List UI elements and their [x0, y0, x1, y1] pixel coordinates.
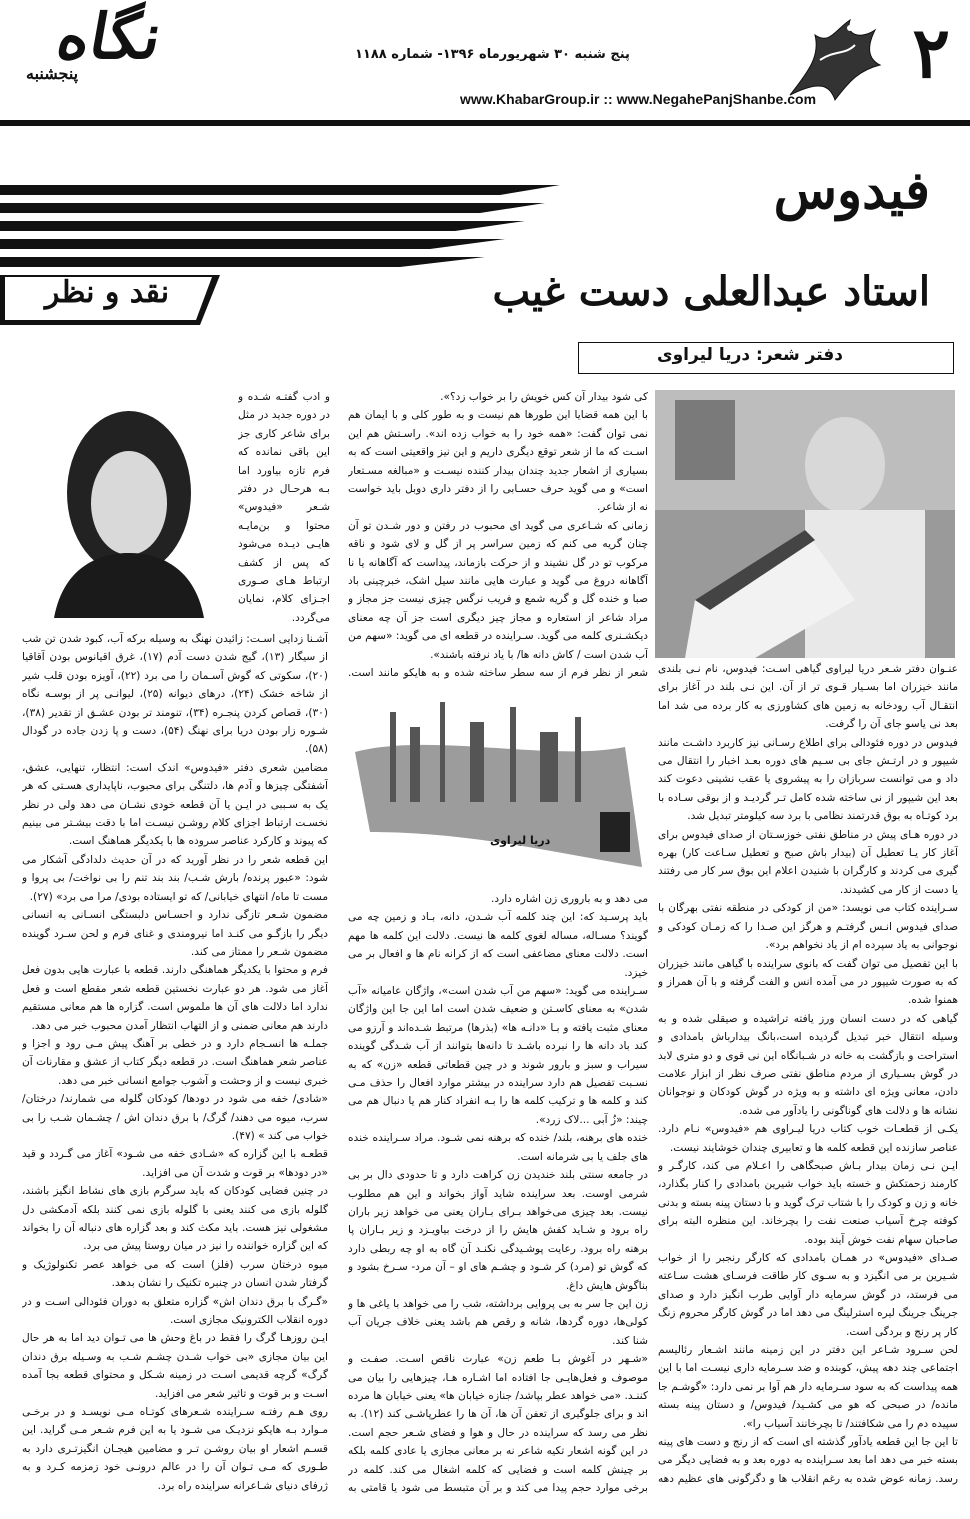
- paragraph: در چنین فضایی کودکان که باید سرگرم بازی های نشاط انگیز باشند، گلوله بازی می کنند یعنی با گلوله بازی نمی کنند بلکه آدمکشی دل مشغولی نیز هست. باید مکث کند و بعد گزاره های دنباله آن را بخواند که این گزاره خواننده را نیز در میان روستا پیش می برد.: [22, 1185, 328, 1253]
- paragraph: زن این جا سر به بی پروایی برداشته، شب را می خواهد با یاغی ها و کولی‌ها، دوره گردها، شانه و رقص هم باشد یعنی خلاف جریان آب شنا کند.: [348, 1297, 648, 1347]
- article-subhead: استاد عبدالعلی دست غیب: [492, 268, 930, 315]
- portrait-photo-man: [655, 390, 955, 658]
- paragraph: در دوره هـای پیش در مناطق نفتی خوزسـتان از صدای فیدوس برای آغاز کار یـا تعطیل آن (بیدار باش صبح و تعطیل سـاعت کار) بهره گیری می کردند و کارگران با شنیدن اعلام این بوق سر کار می رفتند یا دست از کار می کشیدند.: [658, 828, 958, 896]
- paragraph: «شادی/ خفه می شود در دودها/ کودکان گلوله می شمارند/ درختان/ سرب، میوه می دهند/ گرگ/ با برق دندان اش / چشـمان شـب را بی خواب می کند » (۴۷).: [22, 1093, 328, 1142]
- paragraph: تا این جا این قطعه یادآور گذشته ای است که از رنج و دست های پینه بسته خبر می دهد اما بعد سـراینده به دوره بعد و به فضایی دیگر می رسد. زمانه عوض شده به رغم انقلاب ها و دگرگونی های عظیم دهه: [658, 1436, 958, 1485]
- paragraph: قطعـه با این گزاره که «شـادی خفه می شـود» آغاز می گـردد و قید «در دودها» بر قوت و شدت آن می افزاید.: [22, 1148, 328, 1179]
- paragraph: فرم و محتوا با یکدیگر هماهنگی دارند. قطعه با عبارت هایی بدون فعل آغاز می شود. هر دو عبارت نخستین قطعه شعر مقطع است و فعل ندارد اما دلالت های آن ها ملموس است. گزاره ها هم معانی مستقیم دارند هم معانی ضمنی و از التهاب انتظار آمدن محبوب خبر می دهد.: [22, 964, 328, 1032]
- paragraph: با این همه قضایا این طورها هم نیست و به طور کلی و با ایمان هم نمی توان گفت: «همه خود را به خواب زده اند». راسـتش هم این اسـت که ما از شعر توقع دیگری داریم و این نیز واقعیتی است که به بسیاری از اشعار جدید چندان بیدار کننده نیسـت و «مبالغه مسـتعار است» و می گوید حرف حسـابی را از دفتر داری دوبل باید خواست نه از شاعر.: [348, 409, 648, 514]
- paragraph: «شـهر در آغوش بـا طعم زن» عبارت ناقص اسـت. صفـت و موصوف و فعل‌هایـی جا افتاده اما اشـاره هـا، چیزهایی را بیان می کننـد. «می خواهد عطر بپاشد/ جنازه خیابان ها» یعنی خیابان ها مرده اند و برای جلوگیری از تعفن آن ها، آن ها را عطرپاشـی کند (۱۲). به نظر می رسد که سراینده در حال و هوا و فضای شـعر حجم است. در این گونه اشعار تکیه شاعر نه بر معانی مجازی یا عادی کلمه بلکه بر چینش کلمه است و فضایی که کلمه اشغال می کند. کلمه در برخی موارد حجم پیدا می کند و بر آن متبسط می شود یا قامتی به: [348, 1353, 648, 1494]
- paragraph: میوه درختان سرب (فلز) است که می خواهد عصر تکنولوژیک و گرفتار شدن انسان در چنبره تکنیک را نشان بدهد.: [22, 1258, 328, 1290]
- article-headline: فیدوس: [773, 160, 930, 221]
- illustration-horn-refinery: [350, 692, 648, 877]
- paragraph: با این تفصیل می توان گفت که بانوی سراینده با گیاهی مانند خیزران که به صورت شیپور در می آمده انس و الفت گرفته و با آن همراز و همنوا شده.: [658, 957, 958, 1007]
- paragraph: مضمون شـعر تازگی ندارد و احسـاس دلبستگی انسـانی به انسانی دیگر را بازگـو می کنـد اما نیرومندی و غنای فرم و لحن سـرد گوینده مضمون شـعر را ممتاز می کند.: [22, 909, 328, 958]
- website-line: www.KhabarGroup.ir :: www.NegahePanjShanbe.com: [460, 91, 817, 107]
- column-middle-bottom: [348, 890, 648, 1495]
- paragraph: گیاهی که در دست انسان ورز یافته تراشیده و صیقلی شده و به وسیله انتقال خبر تبدیل گردیده است،بانگ بیدارباش بامدادی و استراحت و بازگشت به خانه در شـبانگاه این نی قوی و دو متری لابد در گوش بسـیاری از مردم مناطق نفتی صرف نظر از ابزار علامت دادن، معانی ویژه ای داشته و به ویژه در گوش کودکان و نوجوانان نشانه ها و دلالت های گوناگونی را یادآور می شده.: [658, 1012, 958, 1117]
- paragraph: ایـن روزهـا گرگ را فقط در باغ وحش ها می تـوان دید اما به هر حال این بیان مجازی «بی خواب شـدن چشـم شـب به وسـیله برق دندان گرگ» گرچه قدیمی اسـت در زمینه شـکل و محتوای قطعه بجا آمده اسـت و بر قوت و تاثیر شعر می افزاید.: [22, 1332, 328, 1400]
- paragraph: می دهد و به باروری زن اشاره دارد.: [491, 893, 648, 905]
- paragraph: سـراینده کتاب می نویسد: «من از کودکی در منطقه نفتی بهرگان با صدای فیدوس انـس گرفتـم و هرگز این صـدا را که زمـان کودکی و نوجوانی به یاد سپرده ام از یاد نخواهم برد».: [658, 902, 958, 952]
- paragraph: یکـی از قطعـات خوب کتاب دریا لیـراوی هم «فیدوس» نـام دارد. عناصر سازنده این قطعه کلمه ها و تعابیری چندان خوشایند نیست.: [658, 1123, 958, 1154]
- page-number: ۲: [912, 11, 950, 94]
- paragraph: و ادب گفتـه شـده و در دوره جدید در مثل برای شاعر کاری جز این باقی نمانده که فرم تازه بیاورد اما بـه هرحـال در دفتر شـعر «فیدوس» محتوا و بن‌مایـه هایـی دیـده می‌شود که پس از کشف ارتباط هـای صـوری اجـزای کلام، نمایان می‌گردد.: [238, 391, 330, 624]
- issue-date-line: پنج شنبه ۳۰ شهریورماه ۱۳۹۶- شماره ۱۱۸۸: [355, 47, 630, 62]
- logo-subtitle: پنجشنبه: [26, 64, 79, 83]
- paragraph: زمانی که شـاعری می گوید ای محبوب در رفتن و دور شـدن تو آن چنان گریه می کنم که زمین سراسر پر از گل و لای شود و ناقه مرکوب تو در گل نشیند و از حرکت بازماند، پیداست که آگاهانه یا نا آگاهانه دروغ می گوید و عبارت هایی مانند سیل اشک، خبرچینی باد صبا و خنده گل و گریه شمع و فریب نرگس چیزی نیست جز مجاز و مراد شاعر از استعاره و مجاز چیز دیگری است جز آن چه معنای دیکشـنری کلمه می گوید. سـراینده در قطعه ای می گوید: «سهم من آب شدن است / کاش دانه ها/ با یاد نرفته باشند».: [348, 519, 648, 661]
- paragraph: مضامین شعری دفتر «فیدوس» اندک است: انتظار، تنهایی، عشق، آشفتگی چیزها و آدم ها، دلتنگی برای محبوب، ناپایداری هسـتی که هر یک به سـببی در ایـن یا آن قطعه خودی نشـان می دهد ولی در نظر نخسـت ارتباط اجزای کلام روشـن نیسـت اما با دقت بیشـتر می بینیم که پیوند و کارکرد عناصر سروده ها با یکدیگر هماهنگ است.: [22, 761, 328, 848]
- paragraph: شعر از نظر فرم از سه سطر ساخته شده و به هایکو مانند است.: [348, 667, 648, 680]
- paragraph: در جامعه سنتی بلند خندیدن زن کراهت دارد و تا حدودی دال بر بی شرمی اوست. بعد سراینده شاید آواز بخواند و این هم مطلوب نیست. بعد چیزی می‌خواهد بـرای بـاران یعنی می خواهد زیر باران راه برود و شـاید کفش هایش را از درخت بیاویـزد و زیر بـاران پا برهنه راه برود. رعایت پوشـیدگی نکنـد آن گاه به او چه ربطی دارد که گوش تو (مرد) کر شـود و چشـم های او – آن مرد- سـرخ بشود و بناگوش هایش داغ.: [348, 1169, 648, 1292]
- byline-box: [578, 342, 954, 374]
- paragraph: «گـرگ با برق دندان اش» گزاره متعلق به دوران فئودالی اسـت و در دوره انقلاب الکترونیک مجازی است.: [22, 1295, 328, 1327]
- image-caption: دریا لیراوی: [490, 834, 551, 847]
- paragraph: فیدوس در دوره فئودالی برای اطلاع رسـانی نیز کاربرد داشـت مانند شیپور و در ارتـش جای بی سـیم های دوره بعـد اخبار را انتقال می داد و می توانست سربازان را به پیشروی یا عقب نشینی دعوت کند بعد این شیپور از نی ساخته شده کامل تـر گردیـد و از بوقی سـاده با برد کوتـاه به بوق قدرتمند نظامی با برد سه کیلومتر تبدیل شد.: [658, 736, 958, 823]
- paragraph: صـدای «فیدوس» در همـان بامدادی که کارگر رنجبر را از خواب شـیرین بر می انگیزد و به سـوی کار طاقت فرسـای هشت سـاعته می فرستد، در گوش سرمایه دار آوایی طرب انگیز دارد و صدای جرینگ جرینگ لیره استرلینگ می دهد اما در گوش کارگر محروم زنگ کار پر رنج و بردگی است.: [658, 1252, 958, 1338]
- paragraph: کی شود بیدار آن کس خویش را بر خواب زد؟».: [440, 391, 648, 403]
- newspaper-logo: [18, 0, 248, 91]
- paragraph: عنـوان دفتر شـعر دریا لیراوی گیاهی اسـت: فیدوس، نام نـی بلندی مانند خیزران اما بسـیار قـوی تر از آن. این نـی بلند در آغاز برای انتقـال آب رودخانه به زمین های کشاورزی به کار برده می شد اما بعد نی یاسو جای آن را گرفت.: [658, 663, 958, 731]
- column-middle-top: [348, 388, 648, 683]
- logo-word: نگاه: [51, 0, 168, 73]
- paragraph: سـراینده می گوید: «سهم من آب شدن است»، واژگان عامیانه «آب شدن» به معنای کاسـتن و ضعیف شدن است اما این جا این واژگان معنای مثبت یافته و بـا «دانـه ها» (بذرها) مرتبط شـده‌اند و آرزو می کند باد دانه ها را نبرده باشـد تا دانه‌ها بتوانند از آب شـدگی گوینده سیراب و سبز و بارور شوند و در چین قطعاتی قطعه «زن» که به نسـبت تفصیل هم دارد سراینده در بیشتر موارد افعال را حذف مـی کند و کلمه ها و ترکیب کلمه ها را بـه انفراد کنار هم یا دنبال هم می چیند: «زُ آبی ...لاک زرد».: [348, 985, 648, 1126]
- paragraph: لحن سـرود شـاعر این دفتر در این زمینه مانند اشـعار رئالیسم اجتماعی چند دهه پیش، کوبنده و ضد سـرمایه داری نیسـت اما با این همه پیداست که به سود سـرمایه دار هم آوا بر نمی دارد: «گوشـم جا مانده/ در صبحی که هو می کشـید/ فیدوس/ و دستان پینه بسته سپیده دم را می شکافتند/ تا بچرخانند آسیاب را».: [658, 1344, 958, 1430]
- header-rule: [0, 120, 970, 126]
- paragraph: باید پرسـید که: این چند کلمه آب شـدن، دانه، بـاد و زمین چه می گویند؟ مسـاله، مساله لغوی کلمه ها نیست. دلالت این کلمه ها مهم است. دلالت معنای مضاعفی است که از کرانه نام ها و افعال بر می خیزد.: [348, 911, 648, 979]
- paragraph: این قطعه شعر را در نظر آورید که در آن حدیث دلدادگی آشکار می شود: «عبور پرنده/ بارش شـب/ بند بند تنم را بی نواخت/ بی پروا و مست تا ماه/ انتهای خیابانی/ که تو ایستاده بودی/ مرا می برد» (۲۷).: [22, 853, 328, 903]
- paragraph: خنده های برهنه، بلند/ خنده که برهنه نمی شـود. مراد سـراینده خنده های جلف یا بی شرمانه است.: [348, 1132, 648, 1163]
- column-left-bottom: [22, 630, 328, 1495]
- byline: دفتر شعر: دریا لیراوی: [657, 345, 843, 365]
- portrait-photo-poet: [24, 393, 234, 618]
- paragraph: ایـن نـی زمان بیدار بـاش صبحگاهی را اعـلام می کند، کارگـر و کارمند زحمتکش و خسته باید خواب شیرین بامدادی را کنار بگذارد، خانه و زن و کودک را با شتاب ترک گوید و با دستان پینه بسته و بدنی کوفته چرخ آسیاب صنعت نفت را بچرخاند. این منظره البته برای صاحبان سهام نفت خوش آیند بوده.: [658, 1159, 958, 1246]
- section-label: نقد و نظر: [44, 275, 170, 310]
- paragraph: [238, 627, 330, 628]
- column-right: [658, 660, 958, 1490]
- paragraph: روی هـم رفتـه سـراینده شـعرهای کوتـاه مـی نویسـد و در برخـی مـوارد بـه هایکو نزدیـک می شـود یا به این فرم شـعر مـی گراید. این قسـم اشعار او بیان روشـن تـر و مضامین هیجـان انگیزتـری دارد به طـوری که مـی تـوان آن را در عالم درونـی خود زمزمه کـرد و به ژرفای دنیای شـاعرانه سراینده راه برد.: [22, 1406, 328, 1492]
- paragraph: آشـنا زدایی اسـت: زائیدن نهنگ به وسیله برکه آب، کبود شدن تن شب از سیگار (۱۳)، گیج شدن دست آدم (۱۷)، غرق اقیانوس بودن آقاقیا (۲۰)، سکوتی که گوش آسـمان را می برد (۲۲)، آویزه بودن قلب شیر از شاخه خشک (۲۴)، درهای دیوانه (۲۵)، لیوانـی پر از بوسـه نگاه (۳۰)، قصاص کردن پنجـره (۳۴)، تنومند تر بودن عشـق از تقدیر (۳۸)، شـوره زار بودن دریا برای نهنگ (۵۴)، دست و پا زدن جاده در گودال (۵۸).: [22, 633, 328, 756]
- paragraph: جملـه ها انسـجام دارد و در خطی بر آهنگ پیش مـی رود و اجزا و عناصر شعر هماهنگ است. در قطعه دیگر کتاب از عشق و مقارنات آن خبری نیست و از وحشت و آشوب جوامع انسانی خبر می دهد.: [22, 1037, 328, 1087]
- column-left-top: [238, 388, 330, 628]
